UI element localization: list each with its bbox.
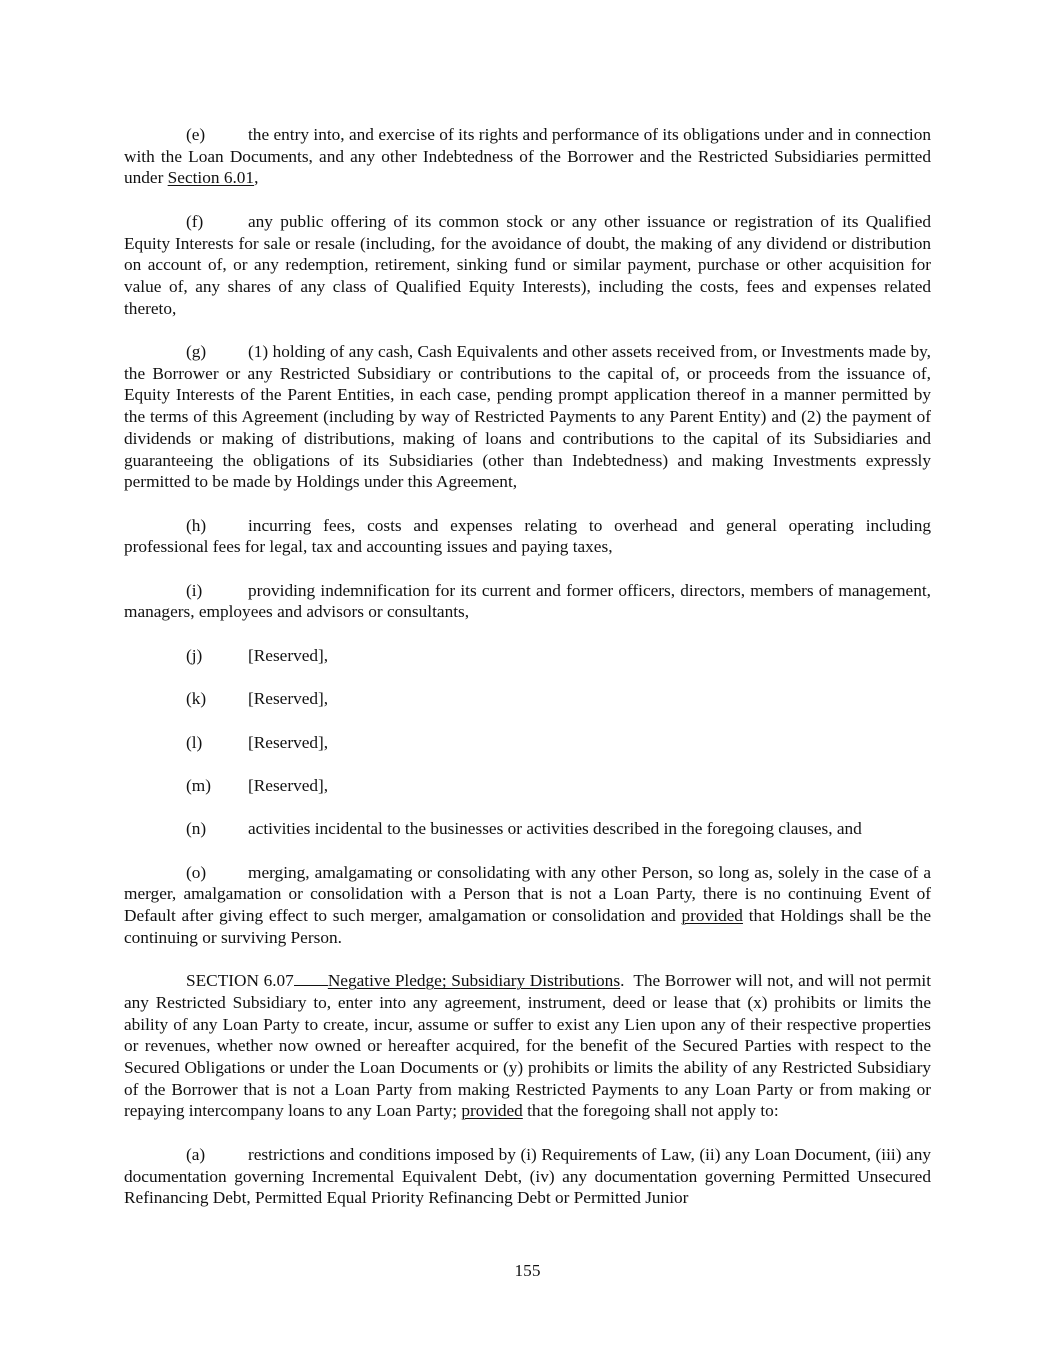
clause-label: (k) [186,689,207,709]
clause-m [124,775,931,797]
clause-i [124,580,931,623]
clause-text: providing indemnification for its current and former officers, directors, members of management, managers, employees and advisors or consultants, [124,580,931,622]
provided-term: provided [461,1101,523,1121]
clause-k [124,688,931,710]
clause-text: restrictions and conditions imposed by (i) Requirements of Law, (ii) any Loan Document, (iii) any documentation governing Incremental Equivalent Debt, (iv) any documentation governing Permitted Unsecured Refinancing Debt, Permitted Equal Priority Refinancing Debt or Permitted Junior [124,1144,931,1208]
clause-label: (g) [186,342,207,361]
document-page [124,124,931,1209]
clause-e: (e) the entry into, and exercise of its rights and performance of its obligations under and in connection with the Loan Documents, and any other Indebtedness of the Borrower and the Restricted Subsidiaries permitted under Section 6.01, [124,125,931,188]
clause-label: (f) [186,211,204,231]
provided-term: provided [681,906,743,926]
clause-label: (h) [186,515,207,535]
clause-n [124,818,931,840]
clause-text: [Reserved], [248,689,329,709]
clause-text: the entry into, and exercise of its rights and performance of its obligations under and in connection with the Loan Documents, and any other Indebtedness of the Borrower and the Restricted Subsidiaries permitted under [124,125,931,188]
clause-label: (j) [186,645,203,665]
clause-a [124,1144,931,1209]
clause-j [124,645,931,667]
clause-text: activities incidental to the businesses or activities described in the foregoing clauses, and [248,819,862,839]
clause-label: (i) [186,580,203,600]
clause-label: (o) [186,862,207,882]
clause-text: merging, amalgamating or consolidating with any other Person, so long as, solely in the case of a merger, amalgamation or consolidation with a Person that is not a Loan Party, there is no continuing Event of Default after giving effect to such merger, amalgamation or consolidation and [124,862,931,926]
clause-l [124,732,931,754]
clause-h [124,515,931,558]
section-text: The Borrower will not, and will not permit any Restricted Subsidiary to, enter into any agreement, instrument, deed or lease that (x) prohibits or limits the ability of any Loan Party to create, incur, assume or suffer to exist any Lien upon any of their respective properties or revenues, whether now owned or hereafter acquired, for the benefit of the Secured Parties with respect to the Secured Obligations or under the Loan Documents or (y) prohibits or limits the ability of any Restricted Subsidiary of the Borrower that is not a Loan Party from making Restricted Payments to any Loan Party or from making or repaying intercompany loans to any Loan Party; [124,971,931,1121]
clause-label: (m) [186,775,211,795]
clause-text: [Reserved], [248,775,329,795]
clause-label: (l) [186,732,203,752]
clause-label: (n) [186,819,207,839]
clause-text: incurring fees, costs and expenses relating to overhead and general operating including professional fees for legal, tax and accounting issues and paying taxes, [124,515,931,557]
clause-text: [Reserved], [248,645,329,665]
clause-label: (e) [186,125,206,144]
clause-text: any public offering of its common stock or any other issuance or registration of its Qualified Equity Interests for sale or resale (including, for the avoidance of doubt, the making of any dividend or distribution on account of, or any redemption, retirement, sinking fund or similar payment, purchase or other acquisition for value of, any shares of any class of Qualified Equity Interests), including the costs, fees and expenses related thereto, [124,211,931,318]
section-number: SECTION 6.07 [186,971,294,991]
clause-g [124,341,931,493]
section-reference-link[interactable]: Section 6.01 [167,168,255,188]
clause-label: (a) [186,1144,206,1164]
clause-f [124,211,931,320]
section-title: Negative Pledge; Subsidiary Distributions [327,971,621,991]
clause-text: (1) holding of any cash, Cash Equivalents and other assets received from, or Investments made by, the Borrower or any Restricted Subsidiary or contributions to the capital of, or proceeds from the issuance of, Equity Interests of the Parent Entities, in each case, pending prompt application thereof in a manner permitted by the terms of this Agreement (including by way of Restricted Payments to any Parent Entity) and (2) the payment of dividends or making of distributions, making of loans and contributions to the capital of its Subsidiaries and guaranteeing the obligations of its Subsidiaries (other than Indebtedness) and making Investments expressly permitted to be made by Holdings under this Agreement, [124,342,931,492]
section-6-07: SECTION 6.07 Negative Pledge; Subsidiary Distributions. The Borrower will not, and will not permit any Restricted Subsidiary to, enter into any agreement, instrument, deed or lease that (x) prohibits or limits the ability of any Loan Party to create, incur, assume or suffer to exist any Lien upon any of their respective properties or revenues, whether now owned or hereafter acquired, for the benefit of the Secured Parties with respect to the Secured Obligations or under the Loan Documents or (y) prohibits or limits the ability of any Restricted Subsidiary of the Borrower that is not a Loan Party from making Restricted Payments to any Loan Party or from making or repaying intercompany loans to any Loan Party; provided that the foregoing shall not apply to: [124,971,931,1121]
clause-text: [Reserved], [248,732,329,752]
clause-o: (o) merging, amalgamating or consolidating with any other Person, so long as, solely in the case of a merger, amalgamation or consolidation with a Person that is not a Loan Party, there is no continuing Event of Default after giving effect to such merger, amalgamation or consolidation and provided that Holdings shall be the continuing or surviving Person. [124,862,931,947]
page-number: 155 [514,1261,541,1280]
section-heading-rule [294,971,328,986]
